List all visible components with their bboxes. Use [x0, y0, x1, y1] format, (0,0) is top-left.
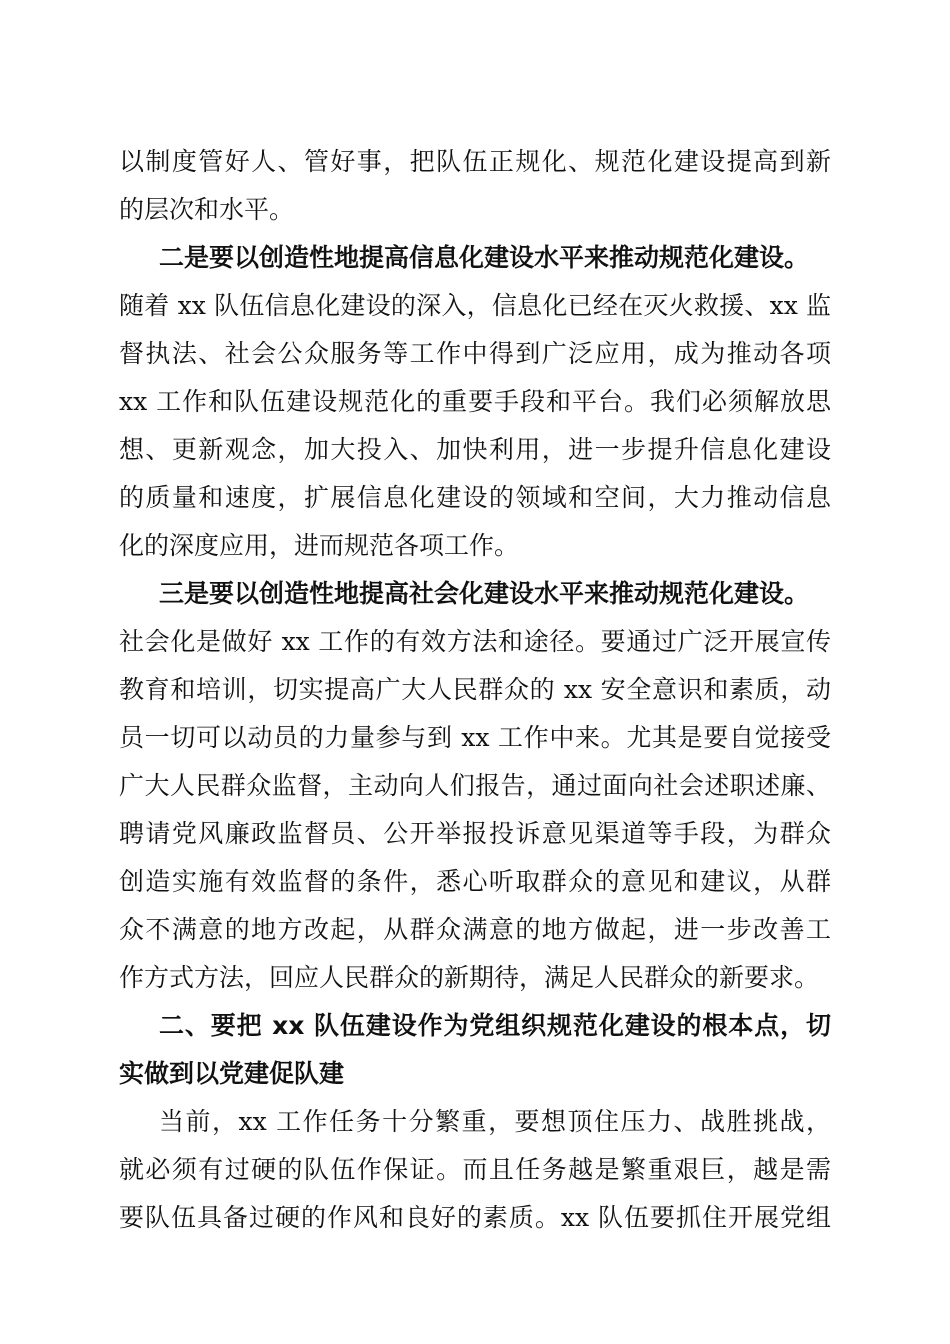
text-line: 想、更新观念，加大投入、加快利用，进一步提升信息化建设: [119, 435, 831, 464]
text-line: 督执法、社会公众服务等工作中得到广泛应用，成为推动各项: [119, 339, 831, 368]
text-line: 社会化是做好 xx 工作的有效方法和途径。要通过广泛开展宣传: [119, 627, 831, 656]
text-line: 当前，xx 工作任务十分繁重，要想顶住压力、战胜挑战，: [159, 1107, 831, 1136]
text-line: 创造实施有效监督的条件，悉心听取群众的意见和建议，从群: [119, 867, 831, 896]
text-line: 就必须有过硬的队伍作保证。而且任务越是繁重艰巨，越是需: [119, 1155, 831, 1184]
text-line: 要队伍具备过硬的作风和良好的素质。xx 队伍要抓住开展党组: [119, 1203, 831, 1232]
text-line: 教育和培训，切实提高广大人民群众的 xx 安全意识和素质，动: [119, 675, 831, 704]
section-heading: 二、要把 xx 队伍建设作为党组织规范化建设的根本点，切: [159, 1011, 831, 1040]
text-line: 众不满意的地方改起，从群众满意的地方做起，进一步改善工: [119, 915, 831, 944]
text-line: xx 工作和队伍建设规范化的重要手段和平台。我们必须解放思: [119, 387, 831, 416]
text-line: 的层次和水平。: [119, 195, 295, 224]
section-heading: 实做到以党建促队建: [119, 1059, 345, 1088]
text-line: 员一切可以动员的力量参与到 xx 工作中来。尤其是要自觉接受: [119, 723, 831, 752]
subheading-two: 二是要以创造性地提高信息化建设水平来推动规范化建设。: [159, 243, 810, 272]
text-line: 化的深度应用，进而规范各项工作。: [119, 531, 520, 560]
text-line: 随着 xx 队伍信息化建设的深入，信息化已经在灭火救援、xx 监: [119, 291, 831, 320]
text-line: 广大人民群众监督，主动向人们报告，通过面向社会述职述廉、: [119, 771, 831, 800]
text-line: 以制度管好人、管好事，把队伍正规化、规范化建设提高到新: [119, 147, 831, 176]
subheading-three: 三是要以创造性地提高社会化建设水平来推动规范化建设。: [159, 579, 810, 608]
text-line: 聘请党风廉政监督员、公开举报投诉意见渠道等手段，为群众: [119, 819, 831, 848]
text-line: 作方式方法，回应人民群众的新期待，满足人民群众的新要求。: [119, 963, 820, 992]
text-line: 的质量和速度，扩展信息化建设的领域和空间，大力推动信息: [119, 483, 831, 512]
